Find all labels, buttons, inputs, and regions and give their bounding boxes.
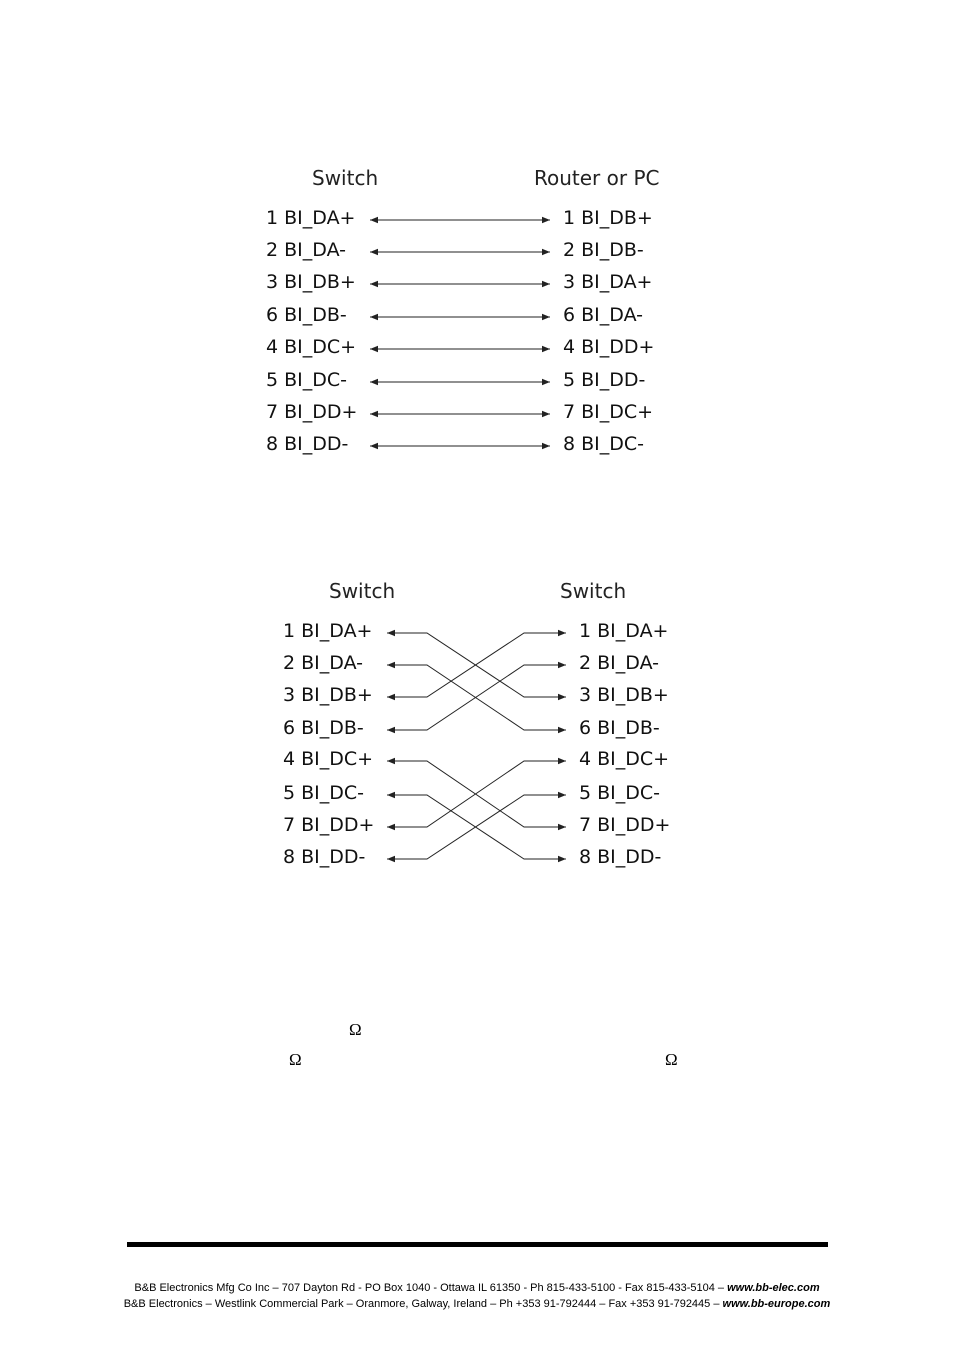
- crossover-right-pin-label: 5 BI_DC-: [579, 782, 661, 804]
- omega-symbol: Ω: [665, 1050, 678, 1069]
- straight-right-pin-label: 6 BI_DA-: [563, 304, 643, 326]
- crossover-left-pin-label: 1 BI_DA+: [283, 620, 373, 642]
- straight-left-pin-label: 5 BI_DC-: [266, 369, 348, 391]
- crossover-right-pin-label: 6 BI_DB-: [579, 717, 660, 739]
- straight-right-pin-label: 4 BI_DD+: [563, 336, 655, 358]
- straight-right-pin-label: 7 BI_DC+: [563, 401, 654, 423]
- crossover-left-pin-label: 3 BI_DB+: [283, 684, 373, 706]
- straight-left-pin-label: 1 BI_DA+: [266, 207, 356, 229]
- crossover-right-pin-label: 1 BI_DA+: [579, 620, 669, 642]
- straight-right-pin-label: 3 BI_DA+: [563, 271, 653, 293]
- straight-left-pin-label: 8 BI_DD-: [266, 433, 349, 455]
- crossover-left-pin-label: 6 BI_DB-: [283, 717, 364, 739]
- crossover-connection: [387, 761, 566, 827]
- crossover-left-pin-label: 8 BI_DD-: [283, 846, 366, 868]
- crossover-right-header: Switch: [560, 579, 627, 603]
- straight-right-pin-label: 2 BI_DB-: [563, 239, 644, 261]
- straight-right-pin-label: 1 BI_DB+: [563, 207, 653, 229]
- omega-symbol: Ω: [349, 1020, 362, 1039]
- straight-right-pin-label: 5 BI_DD-: [563, 369, 646, 391]
- crossover-left-pin-label: 2 BI_DA-: [283, 652, 363, 674]
- footer-line-eu: [0, 1298, 954, 1310]
- straight-through-connections: [370, 220, 550, 446]
- crossover-left-header: Switch: [329, 579, 396, 603]
- straight-left-pin-label: 3 BI_DB+: [266, 271, 356, 293]
- crossover-right-pin-label: 3 BI_DB+: [579, 684, 669, 706]
- crossover-left-pin-label: 7 BI_DD+: [283, 814, 375, 836]
- crossover-right-pin-label: 4 BI_DC+: [579, 748, 670, 770]
- footer-us-url[interactable]: www.bb-elec.com: [727, 1282, 820, 1294]
- straight-right-pin-label: 8 BI_DC-: [563, 433, 645, 455]
- crossover-right-pin-label: 2 BI_DA-: [579, 652, 659, 674]
- crossover-connection: [387, 761, 566, 827]
- straight-left-pin-label: 2 BI_DA-: [266, 239, 346, 261]
- crossover-left-pin-label: 5 BI_DC-: [283, 782, 365, 804]
- crossover-right-pin-label: 8 BI_DD-: [579, 846, 662, 868]
- footer-eu-address: B&B Electronics – Westlink Commercial Park – Oranmore, Galway, Ireland – Ph +353 91-792444 – Fax +353 91-792445 –: [123, 1298, 723, 1310]
- crossover-left-pin-label: 4 BI_DC+: [283, 748, 374, 770]
- straight-left-pin-label: 6 BI_DB-: [266, 304, 347, 326]
- footer-divider: [127, 1242, 828, 1247]
- crossover-connections: [387, 633, 566, 859]
- footer-eu-url[interactable]: www.bb-europe.com: [722, 1298, 831, 1310]
- straight-left-header: Switch: [312, 166, 379, 190]
- straight-left-pin-label: 7 BI_DD+: [266, 401, 358, 423]
- footer-line-us: [0, 1282, 954, 1294]
- straight-right-header: Router or PC: [534, 166, 660, 190]
- straight-left-pin-label: 4 BI_DC+: [266, 336, 357, 358]
- footer-us-address: B&B Electronics Mfg Co Inc – 707 Dayton Rd - PO Box 1040 - Ottawa IL 61350 - Ph 815-433-5100 - Fax 815-433-5104 –: [134, 1282, 728, 1294]
- omega-symbol: Ω: [289, 1050, 302, 1069]
- crossover-right-pin-label: 7 BI_DD+: [579, 814, 671, 836]
